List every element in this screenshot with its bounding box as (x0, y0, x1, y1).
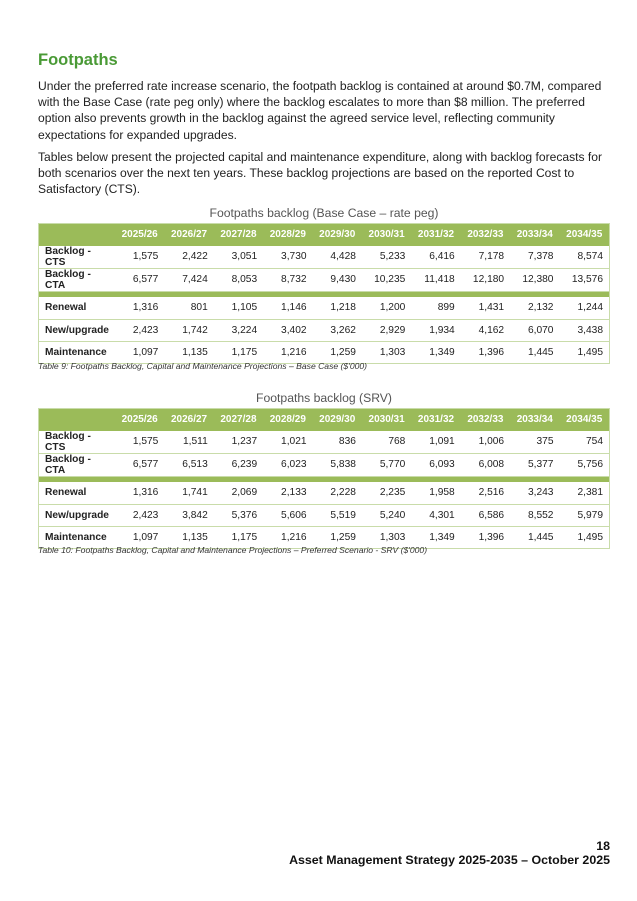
table-cell-value: 7,424 (164, 268, 213, 291)
column-header-year: 2025/26 (115, 409, 164, 431)
table-cell-value: 5,756 (559, 453, 609, 476)
table-cell-value: 1,218 (313, 297, 362, 319)
table-cell-value: 3,842 (164, 504, 213, 526)
table-caption-base-case: Table 9: Footpaths Backlog, Capital and Maintenance Projections – Base Case ($'000) (38, 361, 368, 371)
table-title-srv: Footpaths backlog (SRV) (256, 391, 392, 405)
table-cell-value: 6,577 (115, 268, 164, 291)
table-caption-srv: Table 10: Footpaths Backlog, Capital and Maintenance Projections – Preferred Scenario - SRV ($'000) (38, 545, 428, 555)
table-cell-value: 1,316 (115, 297, 164, 319)
table-cell-value: 6,577 (115, 453, 164, 476)
column-header-year: 2027/28 (214, 224, 263, 246)
table-cell-value: 1,175 (214, 341, 263, 363)
table-cell-value: 6,586 (461, 504, 510, 526)
table-cell-value: 1,259 (313, 341, 362, 363)
table-cell-value: 2,228 (313, 482, 362, 504)
table-cell-value: 11,418 (411, 268, 460, 291)
document-footer-title: Asset Management Strategy 2025-2035 – October 2025 (289, 853, 610, 867)
table-cell-value: 1,135 (164, 526, 213, 548)
srv-table (38, 408, 610, 549)
table-cell-value: 1,511 (164, 431, 213, 454)
table-cell-value: 8,053 (214, 268, 263, 291)
column-header-year: 2031/32 (411, 224, 460, 246)
table-cell-value: 3,224 (214, 319, 263, 341)
table-cell-value: 3,262 (313, 319, 362, 341)
table-cell-value: 3,438 (559, 319, 609, 341)
table-cell-value: 1,097 (115, 526, 164, 548)
table-cell-value: 2,929 (362, 319, 411, 341)
column-header-year: 2031/32 (411, 409, 460, 431)
row-label: Renewal (39, 297, 115, 319)
table-cell-value: 12,380 (510, 268, 559, 291)
row-label: New/upgrade (39, 504, 115, 526)
column-header-year: 2028/29 (263, 409, 312, 431)
table-cell-value: 8,732 (263, 268, 312, 291)
table-cell-value: 1,175 (214, 526, 263, 548)
table-cell-value: 1,097 (115, 341, 164, 363)
column-header-year: 2032/33 (461, 409, 510, 431)
table-cell-value: 5,233 (362, 246, 411, 269)
table-cell-value: 1,934 (411, 319, 460, 341)
column-header-year: 2030/31 (362, 224, 411, 246)
table-cell-value: 3,051 (214, 246, 263, 269)
table-cell-value: 1,349 (411, 341, 460, 363)
table-cell-value: 1,396 (461, 526, 510, 548)
table-cell-value: 4,301 (411, 504, 460, 526)
tables-description-paragraph: Tables below present the projected capital and maintenance expenditure, along with backlog forecasts for both scenarios over the next ten years. These backlog projections are based on the reported Cost to Satisfactory (CTS). (38, 150, 603, 197)
table-cell-value: 2,422 (164, 246, 213, 269)
table-cell-value: 8,552 (510, 504, 559, 526)
table-cell-value: 1,495 (559, 526, 609, 548)
column-header-blank (39, 224, 115, 246)
table-cell-value: 1,431 (461, 297, 510, 319)
table-cell-value: 1,741 (164, 482, 213, 504)
table-cell-value: 10,235 (362, 268, 411, 291)
column-header-year: 2034/35 (559, 409, 609, 431)
table-cell-value: 6,416 (411, 246, 460, 269)
table-row (39, 268, 610, 291)
table-title-base-case: Footpaths backlog (Base Case – rate peg) (209, 206, 439, 220)
table-cell-value: 6,093 (411, 453, 460, 476)
column-header-year: 2033/34 (510, 224, 559, 246)
table-cell-value: 1,575 (115, 431, 164, 454)
table-cell-value: 1,742 (164, 319, 213, 341)
table-row (39, 504, 610, 526)
table-cell-value: 6,513 (164, 453, 213, 476)
table-cell-value: 7,178 (461, 246, 510, 269)
table-row (39, 453, 610, 476)
table-cell-value: 6,239 (214, 453, 263, 476)
table-cell-value: 1,575 (115, 246, 164, 269)
table-cell-value: 899 (411, 297, 460, 319)
column-header-year: 2030/31 (362, 409, 411, 431)
table-row (39, 246, 610, 269)
column-header-year: 2033/34 (510, 409, 559, 431)
table-cell-value: 6,008 (461, 453, 510, 476)
row-label: Backlog - CTS (39, 431, 115, 454)
table-cell-value: 4,162 (461, 319, 510, 341)
column-header-year: 2026/27 (164, 224, 213, 246)
table-cell-value: 1,021 (263, 431, 312, 454)
table-cell-value: 7,378 (510, 246, 559, 269)
intro-paragraph: Under the preferred rate increase scenario, the footpath backlog is contained at around $0.7M, compared with the Base Case (rate peg only) where the backlog escalates to more than $8 million. The preferred option also prevents growth in the backlog against the agreed service level, reflecting community expectations for expanded upgrades. (38, 79, 602, 142)
table-cell-value: 2,069 (214, 482, 263, 504)
column-header-year: 2029/30 (313, 409, 362, 431)
table-cell-value: 2,381 (559, 482, 609, 504)
table-cell-value: 2,423 (115, 319, 164, 341)
column-header-year: 2027/28 (214, 409, 263, 431)
table-cell-value: 1,135 (164, 341, 213, 363)
table-cell-value: 2,516 (461, 482, 510, 504)
table-row (39, 431, 610, 454)
column-header-blank (39, 409, 115, 431)
table-cell-value: 5,376 (214, 504, 263, 526)
table-cell-value: 768 (362, 431, 411, 454)
column-header-year: 2025/26 (115, 224, 164, 246)
table-cell-value: 2,235 (362, 482, 411, 504)
table-cell-value: 1,958 (411, 482, 460, 504)
table-row (39, 297, 610, 319)
table-cell-value: 1,237 (214, 431, 263, 454)
table-cell-value: 836 (313, 431, 362, 454)
table-cell-value: 1,216 (263, 341, 312, 363)
column-header-year: 2032/33 (461, 224, 510, 246)
table-cell-value: 375 (510, 431, 559, 454)
table-cell-value: 1,259 (313, 526, 362, 548)
table-cell-value: 6,070 (510, 319, 559, 341)
table-cell-value: 1,091 (411, 431, 460, 454)
table-cell-value: 3,730 (263, 246, 312, 269)
table-cell-value: 3,243 (510, 482, 559, 504)
row-label: Renewal (39, 482, 115, 504)
table-cell-value: 1,396 (461, 341, 510, 363)
table-cell-value: 1,445 (510, 526, 559, 548)
table-cell-value: 2,133 (263, 482, 312, 504)
table-cell-value: 1,200 (362, 297, 411, 319)
header-row (39, 409, 610, 431)
table-cell-value: 5,519 (313, 504, 362, 526)
column-header-year: 2028/29 (263, 224, 312, 246)
page-number: 18 (596, 839, 610, 853)
table-cell-value: 1,303 (362, 341, 411, 363)
base-case-table (38, 223, 610, 364)
row-label: Backlog - CTS (39, 246, 115, 269)
table-cell-value: 1,216 (263, 526, 312, 548)
table-cell-value: 12,180 (461, 268, 510, 291)
table-row (39, 482, 610, 504)
table-cell-value: 2,423 (115, 504, 164, 526)
table-cell-value: 5,979 (559, 504, 609, 526)
table-cell-value: 801 (164, 297, 213, 319)
table-cell-value: 1,303 (362, 526, 411, 548)
row-label: Maintenance (39, 526, 115, 548)
table-cell-value: 2,132 (510, 297, 559, 319)
table-cell-value: 3,402 (263, 319, 312, 341)
row-label: Backlog - CTA (39, 453, 115, 476)
section-title: Footpaths (38, 51, 118, 69)
table-cell-value: 1,495 (559, 341, 609, 363)
table-row (39, 319, 610, 341)
table-cell-value: 1,244 (559, 297, 609, 319)
table-cell-value: 9,430 (313, 268, 362, 291)
table-cell-value: 8,574 (559, 246, 609, 269)
header-row (39, 224, 610, 246)
row-label: Maintenance (39, 341, 115, 363)
column-header-year: 2026/27 (164, 409, 213, 431)
column-header-year: 2034/35 (559, 224, 609, 246)
table-cell-value: 1,006 (461, 431, 510, 454)
table-row (39, 341, 610, 363)
table-cell-value: 1,445 (510, 341, 559, 363)
table-cell-value: 1,146 (263, 297, 312, 319)
table-cell-value: 1,105 (214, 297, 263, 319)
table-cell-value: 5,770 (362, 453, 411, 476)
table-cell-value: 1,349 (411, 526, 460, 548)
table-cell-value: 13,576 (559, 268, 609, 291)
table-cell-value: 754 (559, 431, 609, 454)
table-cell-value: 5,838 (313, 453, 362, 476)
table-cell-value: 5,240 (362, 504, 411, 526)
row-label: Backlog - CTA (39, 268, 115, 291)
table-cell-value: 4,428 (313, 246, 362, 269)
table-cell-value: 5,377 (510, 453, 559, 476)
table-cell-value: 6,023 (263, 453, 312, 476)
row-label: New/upgrade (39, 319, 115, 341)
column-header-year: 2029/30 (313, 224, 362, 246)
table-cell-value: 1,316 (115, 482, 164, 504)
table-cell-value: 5,606 (263, 504, 312, 526)
